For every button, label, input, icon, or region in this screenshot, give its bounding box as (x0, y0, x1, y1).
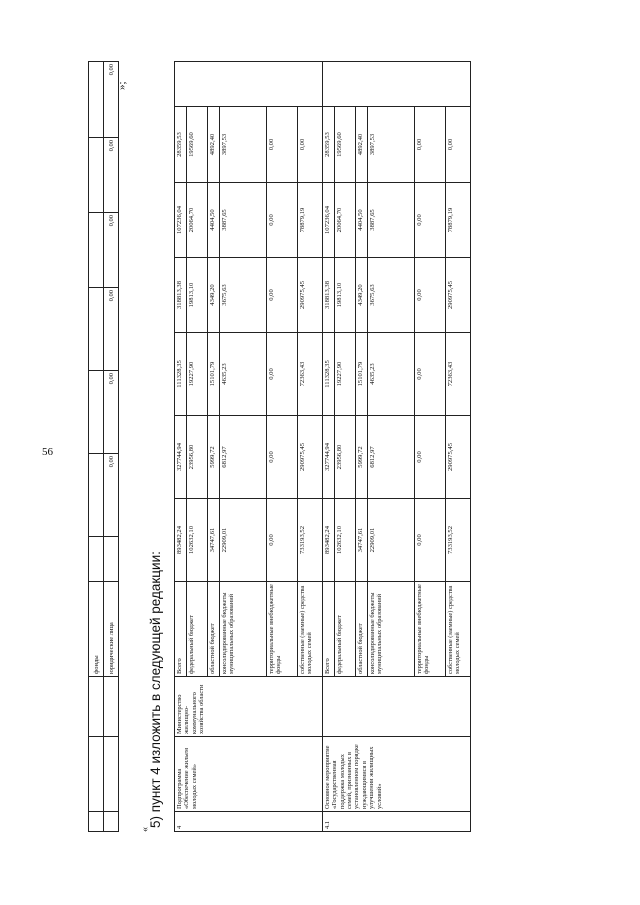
opening-quote: « (140, 827, 151, 832)
row-number: 4.1 (323, 812, 471, 832)
rotated-document (88, 64, 628, 832)
measure-name: Основное мероприятие «Государственная поддержка молодых семей, признанных в установленном порядке нуждающимися в улучшении жилищных условий» (323, 737, 471, 812)
value-cell: 0,00 (415, 107, 446, 183)
value-cell: 19227,90 (187, 333, 208, 416)
value-cell: 0,00 (104, 288, 119, 371)
funding-source: собственные (заемные) средства молодых семей (298, 582, 323, 677)
section-heading: 5) пункт 4 изложить в следующей редакции: (148, 551, 163, 828)
value-cell: 0,00 (415, 333, 446, 416)
value-cell: 327744,94 (175, 416, 187, 499)
funding-source: консолидированные бюджеты муниципальных образований (368, 582, 415, 677)
value-cell: 23956,80 (187, 416, 208, 499)
closing-quote: »; (116, 81, 128, 90)
funding-source: областной бюджет (208, 582, 220, 677)
value-cell: 19227,90 (335, 333, 356, 416)
funding-source: Всего (175, 582, 187, 677)
value-cell: 3897,53 (220, 107, 267, 183)
value-cell: 0,00 (267, 499, 298, 582)
funding-source: собственные (заемные) средства молодых семей (446, 582, 471, 677)
value-cell: 4349,20 (356, 258, 368, 333)
value-cell: 0,00 (446, 107, 471, 183)
value-cell: 4404,50 (208, 183, 220, 258)
table-row (323, 62, 335, 832)
value-cell: 78879,19 (298, 183, 323, 258)
value-cell: 28359,53 (175, 107, 187, 183)
value-cell: 0,00 (267, 183, 298, 258)
value-cell: 4349,20 (208, 258, 220, 333)
value-cell: 733193,52 (298, 499, 323, 582)
value-cell: 5999,72 (208, 416, 220, 499)
continuation-table (88, 61, 119, 832)
value-cell: 327744,94 (323, 416, 335, 499)
value-cell: 23956,80 (335, 416, 356, 499)
value-cell: 0,00 (267, 416, 298, 499)
value-cell: 290975,45 (446, 258, 471, 333)
value-cell: 107236,04 (175, 183, 187, 258)
executor: Министерство жилищно-коммунального хозяйства области (175, 677, 323, 737)
value-cell: 72363,43 (446, 333, 471, 416)
value-cell: 0,00 (104, 138, 119, 213)
value-cell: 78879,19 (446, 183, 471, 258)
funding-source: территориальные внебюджетные фонды (267, 582, 298, 677)
value-cell: 3897,53 (368, 107, 415, 183)
value-cell: 0,00 (267, 333, 298, 416)
value-cell: 28359,53 (323, 107, 335, 183)
value-cell: 290975,45 (298, 416, 323, 499)
value-cell: 111328,35 (323, 333, 335, 416)
row-number: 4 (175, 812, 323, 832)
value-cell: 22909,01 (368, 499, 415, 582)
value-cell: 102632,10 (187, 499, 208, 582)
value-cell: 19569,60 (187, 107, 208, 183)
value-cell: 0,00 (104, 62, 119, 138)
funding-source: территориальные внебюджетные фонды (415, 582, 446, 677)
value-cell: 34747,61 (356, 499, 368, 582)
value-cell: 893482,24 (323, 499, 335, 582)
value-cell: 19813,10 (187, 258, 208, 333)
funding-source: Всего (323, 582, 335, 677)
value-cell: 3887,65 (220, 183, 267, 258)
value-cell: 5999,72 (356, 416, 368, 499)
value-cell: 0,00 (415, 499, 446, 582)
value-cell: 107236,04 (323, 183, 335, 258)
value-cell: 0,00 (415, 416, 446, 499)
page-number: 56 (42, 446, 53, 458)
value-cell: 733193,52 (446, 499, 471, 582)
value-cell: 3675,63 (220, 258, 267, 333)
value-cell: 3675,63 (368, 258, 415, 333)
value-cell: 3887,65 (368, 183, 415, 258)
value-cell: 893482,24 (175, 499, 187, 582)
value-cell: 20064,70 (335, 183, 356, 258)
value-cell: 4635,23 (368, 333, 415, 416)
funding-source: федеральный бюджет (335, 582, 356, 677)
value-cell: 4892,40 (208, 107, 220, 183)
value-cell: 4892,40 (356, 107, 368, 183)
value-cell: 15101,79 (208, 333, 220, 416)
value-cell: 4404,50 (356, 183, 368, 258)
value-cell: 111328,35 (175, 333, 187, 416)
fund-label: фонды (89, 582, 104, 677)
value-cell: 19569,60 (335, 107, 356, 183)
value-cell: 0,00 (415, 258, 446, 333)
value-cell: 318813,38 (323, 258, 335, 333)
value-cell: 34747,61 (208, 499, 220, 582)
legal-entities-label: юридические лица (104, 582, 119, 677)
continuation-row (104, 62, 119, 832)
value-cell: 20064,70 (187, 183, 208, 258)
value-cell: 6812,97 (220, 416, 267, 499)
value-cell: 15101,79 (356, 333, 368, 416)
value-cell: 290975,45 (446, 416, 471, 499)
funding-source: федеральный бюджет (187, 582, 208, 677)
value-cell: 290975,45 (298, 258, 323, 333)
value-cell: 19813,10 (335, 258, 356, 333)
value-cell: 0,00 (267, 258, 298, 333)
funding-source: областной бюджет (356, 582, 368, 677)
value-cell: 0,00 (104, 454, 119, 537)
value-cell: 318813,38 (175, 258, 187, 333)
value-cell: 6812,97 (368, 416, 415, 499)
value-cell: 0,00 (298, 107, 323, 183)
value-cell: 22909,01 (220, 499, 267, 582)
measure-name: Подпрограмма «Обеспечение жильем молодых семей» (175, 737, 323, 812)
value-cell: 72363,43 (298, 333, 323, 416)
value-cell: 0,00 (104, 213, 119, 288)
program-table (174, 61, 471, 832)
value-cell: 4635,23 (220, 333, 267, 416)
value-cell: 0,00 (104, 371, 119, 454)
continuation-row (89, 62, 104, 832)
table-row (175, 62, 187, 832)
funding-source: консолидированные бюджеты муниципальных образований (220, 582, 267, 677)
value-cell: 0,00 (415, 183, 446, 258)
value-cell: 0,00 (267, 107, 298, 183)
executor (323, 677, 471, 737)
value-cell: 102632,10 (335, 499, 356, 582)
